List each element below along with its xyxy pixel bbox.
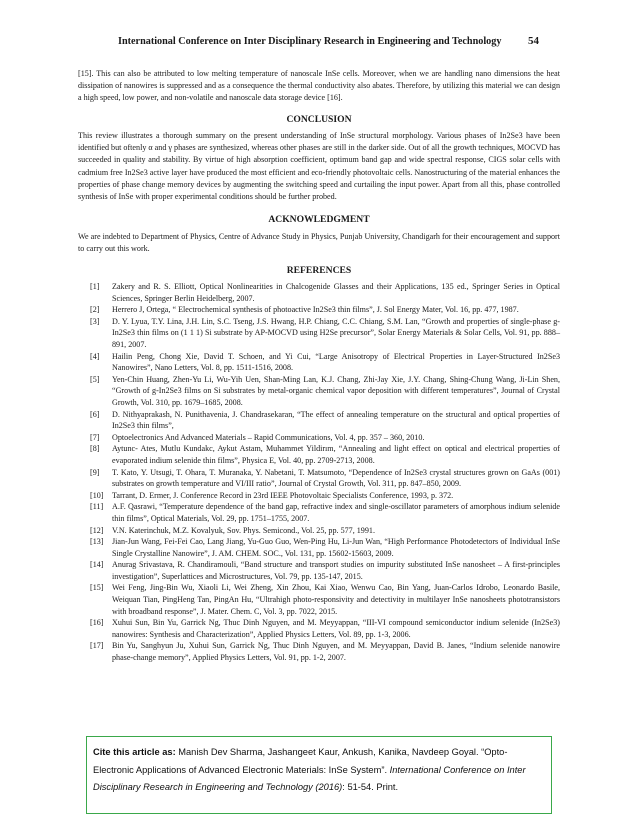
reference-item bbox=[78, 443, 560, 466]
page-number: 54 bbox=[528, 35, 539, 47]
reference-text: Aytunc- Ates, Mutlu Kundakc, Aykut Astam, Muhammet Yildirım, “Annealing and light effect on optical and electrical properties of evaporated indium selenide thin films”, Physica E, Vol. 40, pp. 2709-2713, 2008. bbox=[112, 444, 560, 465]
reference-number: [14] bbox=[90, 560, 104, 570]
reference-text: Optoelectronics And Advanced Materials – Rapid Communications, Vol. 4, pp. 357 – 360, 2010. bbox=[112, 432, 425, 442]
reference-item bbox=[78, 351, 560, 374]
reference-number: [9] bbox=[90, 467, 100, 477]
citation-box bbox=[86, 736, 552, 814]
reference-text: A.F. Qasrawi, “Temperature dependence of the band gap, refractive index and single-oscillator parameters of amorphous indium selenide thin films”, Optical Materials, Vol. 29, pp. 1751–1755, 2007. bbox=[112, 502, 560, 523]
reference-number: [1] bbox=[90, 282, 100, 292]
citation-conference: International Conference on Inter Disciplinary Research in Engineering and Technology (2016) bbox=[93, 764, 526, 792]
reference-text: V.N. Katerinchuk, M.Z. Kovalyuk, Sov. Phys. Semicond., Vol. 25, pp. 577, 1991. bbox=[112, 525, 375, 535]
reference-number: [7] bbox=[90, 432, 100, 442]
conclusion-text: This review illustrates a thorough summary on the present understanding of InSe structural morphology. Various phases of In2Se3 have been identified but oftenly α and γ phases are synthesized, whereas other phases are still in the darker side. Out of all the growth techniques, MOCVD has succeeded in quality and stability. By virtue of high absorption coefficient, optimum band gap and wide spectral response, CIGS solar cells with cadmium free In2Se3 active layer have produced the most efficient and eco-friendly photovoltaic cells. Nanostructuring of the material enhances the properties of phase change memory devices by augmenting the switching speed and curtailing the input power. Apart from all this, phase controlled synthesis of InSe with proper experimental conditions should be further probed. bbox=[78, 131, 560, 201]
page-body bbox=[78, 68, 560, 664]
reference-item bbox=[78, 582, 560, 617]
reference-number: [10] bbox=[90, 490, 104, 500]
reference-text: Herrero J, Ortega, “ Electrochemical synthesis of photoactive In2Se3 thin films”, J. Sol Energy Mater, Vol. 16, pp. 477, 1987. bbox=[112, 305, 519, 315]
acknowledgment-text: We are indebted to Department of Physics, Centre of Advance Study in Physics, Punjab University, Chandigarh for their encouragement and support to carry out this work. bbox=[78, 231, 560, 253]
reference-number: [15] bbox=[90, 583, 104, 593]
conclusion-heading: CONCLUSION bbox=[286, 114, 352, 126]
reference-item bbox=[78, 304, 560, 316]
reference-item bbox=[78, 490, 560, 502]
reference-text: Hailin Peng, Chong Xie, David T. Schoen, and Yi Cui, “Large Anisotropy of Electrical Properties in Layer-Structured In2Se3 Nanowires”, Nano Letters, Vol. 8, pp. 1511-1516, 2008. bbox=[112, 351, 560, 373]
references-heading: REFERENCES bbox=[286, 265, 352, 277]
reference-text: Zakery and R. S. Elliott, Optical Nonlinearities in Chalcogenide Glasses and their Applications, 135 ed., Springer Series in Optical Sciences, Springer Berlin Heidelberg, 2007. bbox=[112, 282, 560, 303]
reference-text: Jian-Jun Wang, Fei-Fei Cao, Lang Jiang, Yu-Guo Guo, Wen-Ping Hu, Li-Jun Wan, “High Performance Photodetectors of Individual InSe Single Crystalline Nanowire”, J. AM. CHEM. SOC., Vol. 131, pp. 15602-15603, 2009. bbox=[112, 537, 560, 558]
reference-item bbox=[78, 467, 560, 490]
references-list bbox=[78, 281, 560, 664]
running-title: International Conference on Inter Disciplinary Research in Engineering and Technology bbox=[118, 36, 502, 47]
citation-pages: : 51-54. Print. bbox=[342, 782, 399, 792]
reference-number: [2] bbox=[90, 305, 100, 315]
reference-item bbox=[78, 316, 560, 351]
reference-item bbox=[78, 409, 560, 432]
reference-number: [12] bbox=[90, 525, 104, 535]
intro-paragraph: [15]. This can also be attributed to low melting temperature of nanoscale InSe cells. Moreover, when we are handling nano dimensions the heat dissipation of nanowires is suppressed and as a consequence the thermal conductivity also abates. Therefore, by utilizing this material we can design a high speed, low power, and non-volatile and nanoscale data storage device [16]. bbox=[78, 69, 560, 103]
page-header bbox=[0, 36, 638, 52]
reference-number: [16] bbox=[90, 618, 104, 628]
reference-number: [11] bbox=[90, 502, 104, 512]
reference-item bbox=[78, 432, 560, 444]
citation-authors-title: Manish Dev Sharma, Jashangeet Kaur, Ankush, Kanika, Navdeep Goyal. “Opto-Electronic Applications of Advanced Electronic Materials: InSe System”. bbox=[93, 747, 508, 775]
reference-number: [17] bbox=[90, 641, 104, 651]
reference-number: [8] bbox=[90, 444, 100, 454]
reference-number: [13] bbox=[90, 537, 104, 547]
reference-item bbox=[78, 281, 560, 304]
reference-number: [5] bbox=[90, 374, 100, 384]
reference-item bbox=[78, 559, 560, 582]
reference-number: [4] bbox=[90, 351, 100, 361]
reference-item bbox=[78, 536, 560, 559]
citation-label: Cite this article as: bbox=[93, 747, 176, 757]
reference-text: D. Nithyaprakash, N. Punithavenia, J. Chandrasekaran, “The effect of annealing temperature on the structural and optical properties of In2Se3 thin films”, bbox=[112, 409, 560, 431]
reference-text: Xuhui Sun, Bin Yu, Garrick Ng, Thuc Dinh Nguyen, and M. Meyyappan, “III-VI compound semiconductor indium selenide (In2Se3) nanowires: Synthesis and Characterization”, Applied Physics Letters, Vol. 89, pp. 1-3, 2006. bbox=[112, 618, 560, 639]
reference-text: Bin Yu, Sanghyun Ju, Xuhui Sun, Garrick Ng, Thuc Dinh Nguyen, and M. Meyyappan, David B. Janes, “Indium selenide nanowire phase-change memory”, Applied Physics Letters, Vol. 91, pp. 1-2, 2007. bbox=[112, 641, 560, 663]
reference-item bbox=[78, 617, 560, 640]
reference-number: [3] bbox=[90, 316, 100, 326]
reference-text: Anurag Srivastava, R. Chandiramouli, “Band structure and transport studies on impurity substituted InSe nanosheet – A first-principles investigation”, Superlattices and Microstructures, Vol. 79, pp. 135-147, 2015. bbox=[112, 560, 560, 581]
reference-text: T. Kato, Y. Utsugi, T. Ohara, T. Muranaka, Y. Nabetani, T. Matsumoto, “Dependence of In2Se3 crystal structures grown on GaAs (001) substrates on growth temperature and VI/III ratio”, Journal of Crystal Growth, Vol. 311, pp. 847–850, 2009. bbox=[112, 467, 560, 489]
reference-item bbox=[78, 525, 560, 537]
reference-item bbox=[78, 501, 560, 524]
reference-text: Yen-Chin Huang, Zhen-Yu Li, Wu-Yih Uen, Shan-Ming Lan, K.J. Chang, Zhi-Jay Xie, J.Y. Chang, Shing-Chung Wang, Ji-Lin Shen, “Growth of g-In2Se3 films on Si substrates by metal-organic chemical vapor deposition with different temperatures”, Journal of Crystal Growth, Vol. 310, pp. 1679–1685, 2008. bbox=[112, 374, 560, 407]
reference-number: [6] bbox=[90, 409, 100, 419]
reference-item bbox=[78, 374, 560, 409]
reference-text: Wei Feng, Jing-Bin Wu, Xiaoli Li, Wei Zheng, Xin Zhou, Kai Xiao, Wenwu Cao, Bin Yang, Juan-Carlos Idrobo, Leonardo Basile, Weiquan Tian, PingHeng Tan, PingAn Hu, “Ultrahigh photo-responsivity and detectivity in multilayer InSe nanosheets phototransistors with broadband response”, J. Mater. Chem. C, Vol. 3, pp. 7022, 2015. bbox=[112, 583, 560, 616]
reference-text: Tarrant, D. Ermer, J. Conference Record in 23rd IEEE Photovoltaic Specialists Conference, 1993, p. 372. bbox=[112, 490, 454, 500]
acknowledgment-heading: ACKNOWLEDGMENT bbox=[268, 213, 370, 225]
reference-item bbox=[78, 640, 560, 663]
reference-text: D. Y. Lyua, T.Y. Lina, J.H. Lin, S.C. Tseng, J.S. Hwang, H.P. Chiang, C.C. Chiang, S.M. Lan, “Growth and properties of single-phase g-In2Se3 thin films on (1 1 1) Si substrate by AP-MOCVD using H2Se precursor”, Solar Energy Materials & Solar Cells, Vol. 91, pp. 888–891, 2007. bbox=[112, 316, 560, 349]
